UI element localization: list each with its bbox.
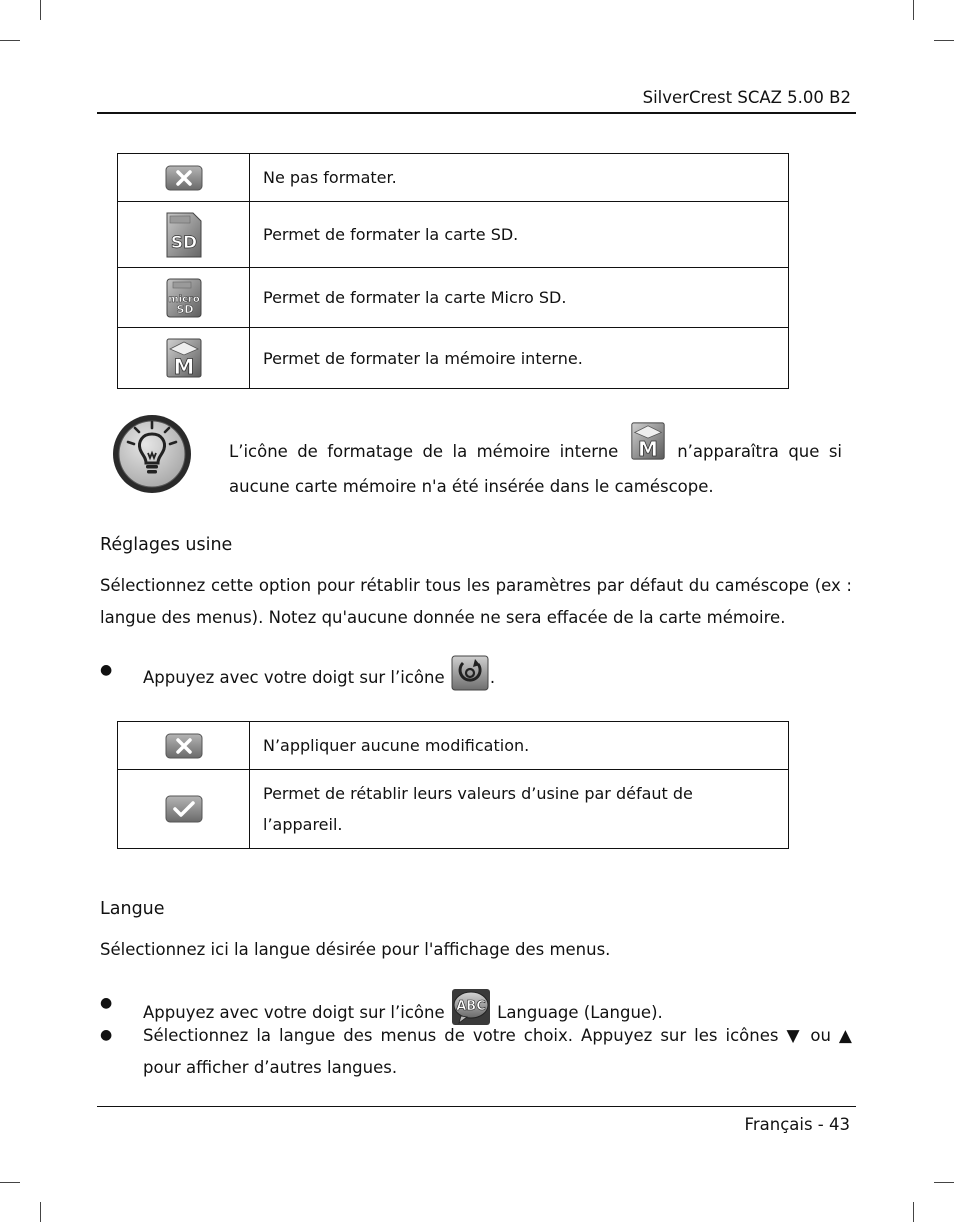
bullet-text: Appuyez avec votre doigt sur l’icône [143,1003,445,1022]
table-row [118,154,789,202]
sd-card-icon [165,211,203,259]
bullet-text-after: Language (Langue). [497,1003,663,1022]
crop-mark [40,1202,41,1222]
table-row [118,770,789,849]
arrow-down-icon: ▼ [786,1026,803,1046]
cancel-x-icon [165,165,203,191]
table-row [118,722,789,770]
crop-mark [913,1202,914,1222]
bullet-dot: ● [100,995,113,1011]
bullet-end: . [489,668,496,687]
bullet-text: Sélectionnez la langue des menus de votre choix. Appuyez sur les icônes [143,1026,779,1045]
svg-text:M: M [173,355,194,379]
arrow-up-icon: ▲ [838,1026,852,1046]
bullet-text: Appuyez avec votre doigt sur l’icône [143,668,445,687]
reset-options-table [117,721,789,849]
crop-mark [934,1182,954,1183]
cancel-x-icon [165,733,203,759]
crop-mark [0,40,20,41]
table-row [118,202,789,268]
lightbulb-tip-icon [112,412,192,496]
bullet-text-or: ou [810,1026,831,1045]
format-option-text: Permet de formater la mémoire interne. [250,328,789,389]
list-item [100,1020,852,1083]
tip-note [229,421,842,502]
section-heading-factory-reset: Réglages usine [100,535,233,555]
format-option-text: Ne pas formater. [250,154,789,202]
table-row [118,328,789,389]
header-title: SilverCrest SCAZ 5.00 B2 [642,88,851,107]
list-item [100,655,852,701]
svg-text:SD: SD [170,232,197,253]
svg-text:SD: SD [175,302,194,316]
reset-option-text: N’appliquer aucune modification. [250,722,789,770]
crop-mark [934,40,954,41]
format-options-table [117,153,789,389]
svg-text:ABC: ABC [456,999,486,1014]
section-heading-language: Langue [100,899,165,919]
tip-text-after: n’apparaîtra que si aucune carte mémoire n'a été insérée dans le caméscope. [229,442,842,496]
reset-option-text: Permet de rétablir leurs valeurs d’usine par défaut de l’appareil. [250,770,789,849]
format-option-text: Permet de formater la carte SD. [250,202,789,268]
bullet-dot: ● [100,1027,113,1043]
factory-reset-icon [451,655,489,701]
crop-mark [0,1182,20,1183]
bullet-dot: ● [100,662,113,678]
format-option-text: Permet de formater la carte Micro SD. [250,268,789,328]
factory-reset-paragraph: Sélectionnez cette option pour rétablir tous les paramètres par défaut du caméscope (ex : langue des menus). Notez qu'aucune donnée ne sera effacée de la carte mémoire. [100,576,852,627]
footer-rule [97,1106,856,1107]
tip-text-before: L’icône de formatage de la mémoire interne [229,442,619,461]
table-row [118,268,789,328]
header-rule [97,112,856,114]
confirm-check-icon [165,795,203,823]
page-number: Français - 43 [744,1115,850,1134]
svg-text:M: M [637,437,658,461]
crop-mark [40,0,41,20]
svg-text:micro: micro [167,293,200,305]
micro-sd-card-icon [165,277,203,319]
internal-memory-m-icon [165,337,203,379]
bullet-text-after: pour afficher d’autres langues. [143,1058,398,1077]
internal-memory-m-icon [629,421,667,471]
crop-mark [913,0,914,20]
language-paragraph: Sélectionnez ici la langue désirée pour l'affichage des menus. [100,940,611,959]
